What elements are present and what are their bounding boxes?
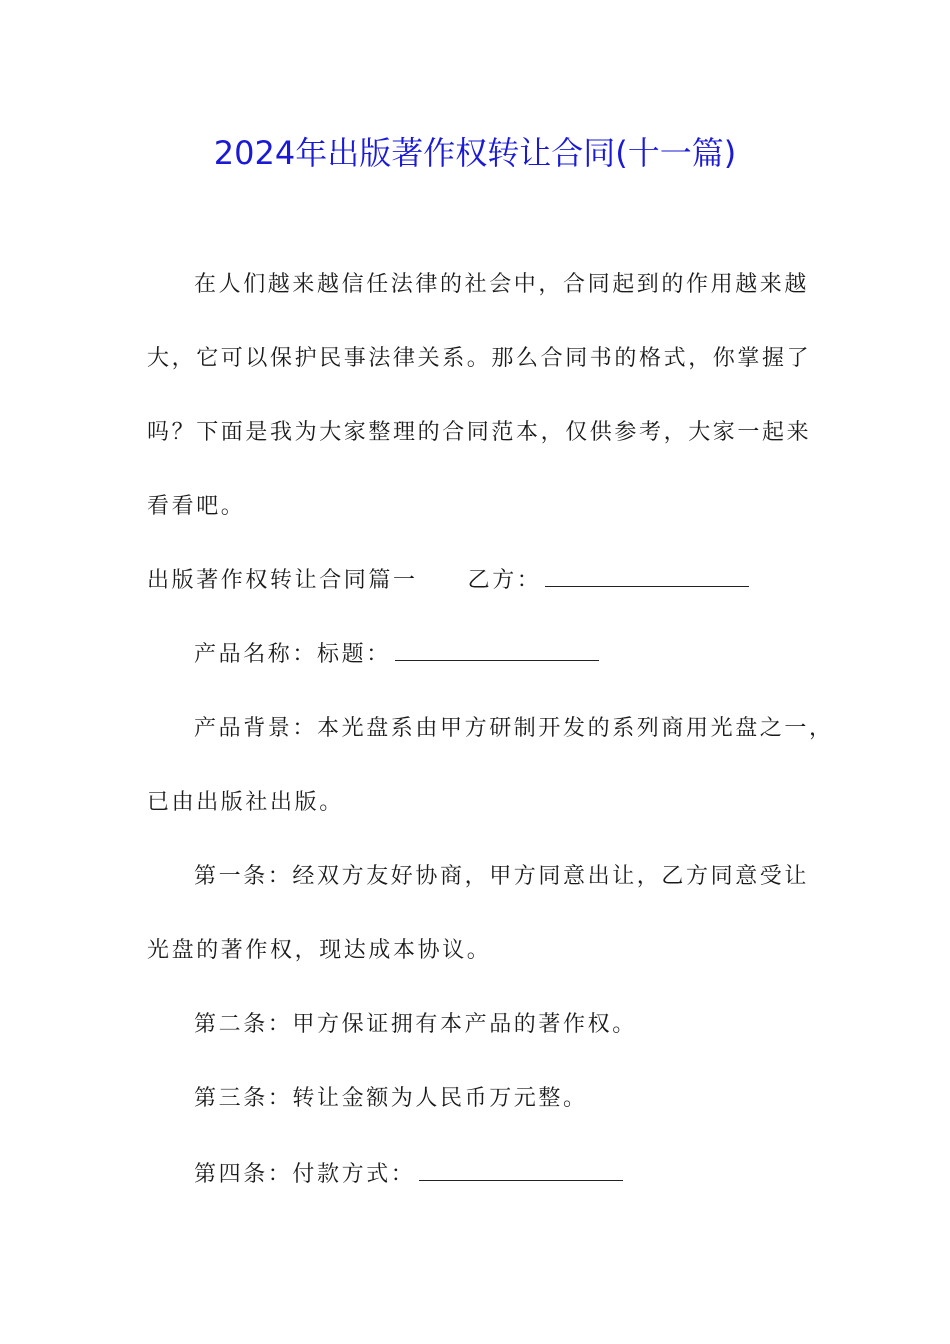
intro-line-4: 看看吧。 — [147, 494, 246, 519]
party-b-label: 乙方： — [467, 568, 542, 593]
product-name-row — [194, 640, 599, 670]
intro-line-2: 大，它可以保护民事法律关系。那么合同书的格式，你掌握了 — [147, 346, 812, 371]
article-4-label: 第四条：付款方式： — [194, 1162, 416, 1187]
article-3: 第三条：转让金额为人民币万元整。 — [194, 1086, 588, 1111]
article-1-line-2: 光盘的著作权，现达成本协议。 — [147, 938, 492, 963]
product-name-label: 产品名称：标题： — [194, 642, 391, 667]
article-2: 第二条：甲方保证拥有本产品的著作权。 — [194, 1012, 637, 1037]
product-title-blank — [395, 640, 599, 661]
product-background-line-1: 产品背景：本光盘系由甲方研制开发的系列商用光盘之一， — [194, 716, 834, 741]
article-1-line-1: 第一条：经双方友好协商，甲方同意出让，乙方同意受让 — [194, 864, 810, 889]
party-b-blank — [545, 566, 749, 587]
product-background-line-2: 已由出版社出版。 — [147, 790, 344, 815]
article-4-row — [194, 1160, 623, 1190]
intro-line-1: 在人们越来越信任法律的社会中，合同起到的作用越来越 — [194, 272, 810, 297]
payment-method-blank — [419, 1160, 623, 1181]
section-heading: 出版著作权转让合同篇一 — [147, 568, 418, 593]
section-heading-row — [147, 566, 749, 596]
intro-line-3: 吗？下面是我为大家整理的合同范本，仅供参考，大家一起来 — [147, 420, 812, 445]
document-title: 2024年出版著作权转让合同(十一篇) — [213, 134, 737, 172]
